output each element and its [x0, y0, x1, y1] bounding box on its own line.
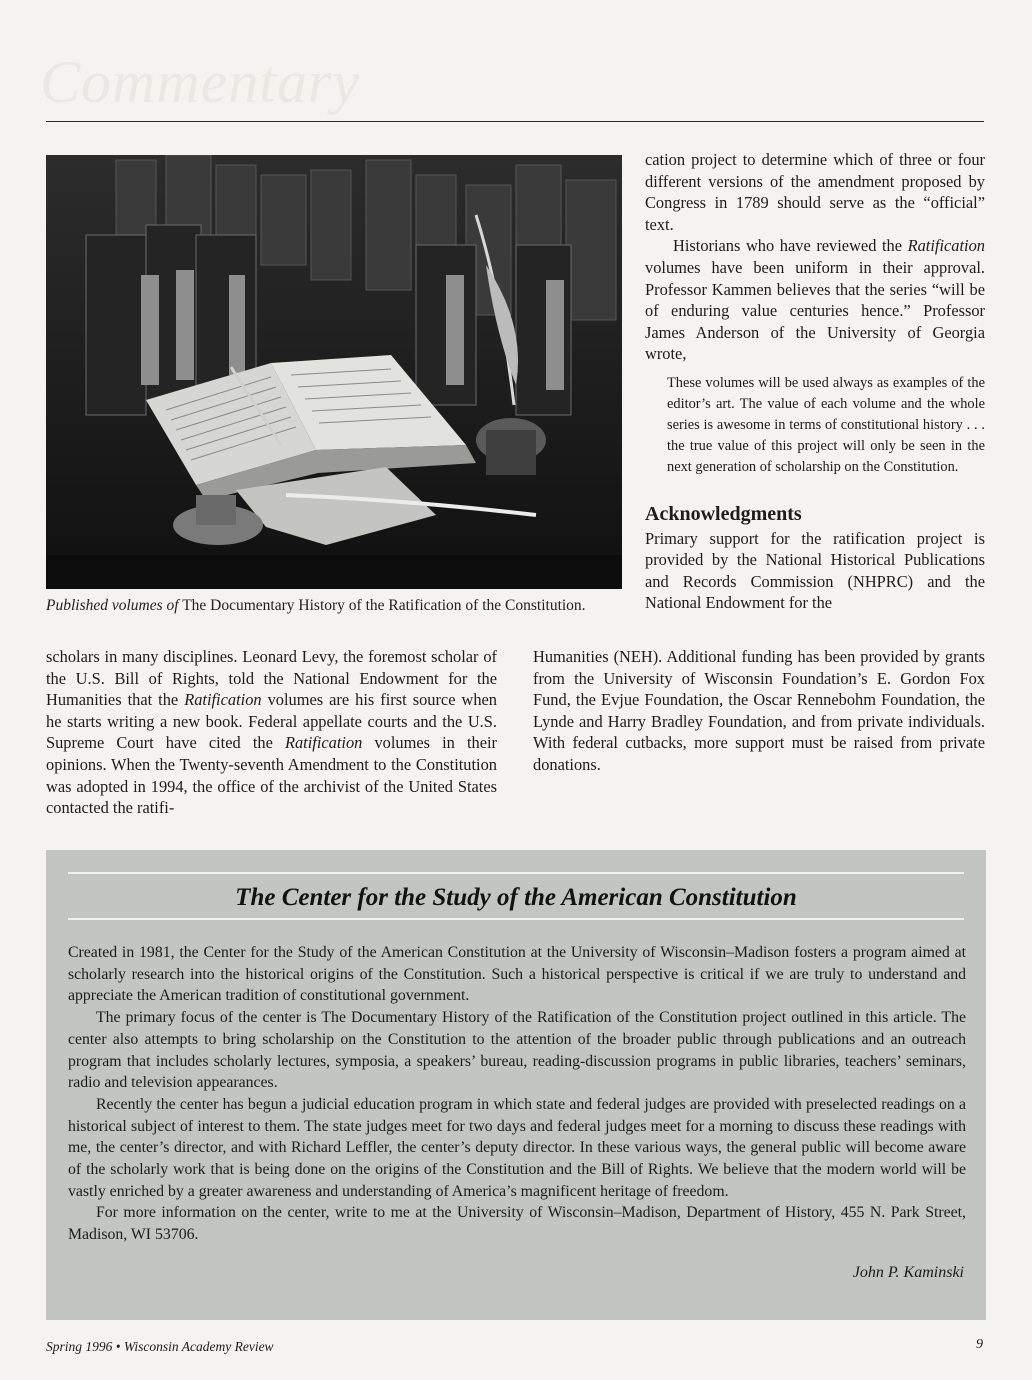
- right-p2-text-a: Historians who have reviewed the: [673, 236, 908, 256]
- sidebar-title: The Center for the Study of the American Constitution: [235, 884, 797, 911]
- section-label: Commentary: [40, 49, 360, 115]
- block-quote: These volumes will be used always as examples of the editor’s art. The value of each volume and the whole series is awesome in terms of constitutional history . . . the true value of this project will only be seen in the next generation of scholarship on the Constitution.: [667, 374, 985, 475]
- acknowledgments-heading: Acknowledgments: [645, 502, 802, 525]
- bl-text-3: volumes in their opinions. When the Twenty-seventh Amendment to the Constitution was adopted in 1994, the office of the archivist of the United States contacted the ratifi-: [46, 733, 498, 818]
- bl-text-1: scholars in many disciplines. Leonard Levy, the foremost scholar of the U.S. Bill of Rights, told the National Endowment for the Humanities that the: [46, 647, 497, 710]
- header-rule: [46, 121, 984, 122]
- right-paragraph-2: [645, 235, 985, 365]
- sidebar-title-rule: [68, 918, 964, 920]
- bl-text-2: volumes are his first source when he starts writing a new book. Federal appellate courts and the U.S. Supreme Court have cited the: [46, 690, 497, 753]
- sidebar-paragraph-4: For more information on the center, write to me at the University of Wisconsin–Madison, Department of History, 455 N. Park Street, Madison, WI 53706.: [68, 1204, 966, 1244]
- acknowledgments-paragraph: Primary support for the ratification project is provided by the National Historical Publications and Records Commission (NHPRC) and the National Endowment for the: [645, 528, 985, 613]
- bl-italic-2: Ratification: [284, 733, 363, 753]
- photo-caption: [46, 597, 646, 615]
- caption-title: The Documentary History of the Ratification of the Constitution.: [182, 597, 586, 614]
- bottom-right-paragraph: Humanities (NEH). Additional funding has been provided by grants from the University of Wisconsin Foundation’s E. Gordon Fox Fund, the Evjue Foundation, the Oscar Rennebohm Foundation, the Lynde and Harry Bradley Foundation, and from private individuals. With federal cutbacks, more support must be raised from private donations.: [533, 647, 985, 774]
- footer-issue: Spring 1996 • Wisconsin Academy Review: [46, 1339, 274, 1354]
- sidebar-body: [68, 942, 966, 1246]
- bottom-left-paragraph: [46, 646, 497, 819]
- bl-italic-1: Ratification: [184, 690, 262, 710]
- page-number: 9: [976, 1337, 983, 1352]
- sidebar-top-rule: [68, 872, 964, 874]
- sidebar-paragraph-2: The primary focus of the center is The Documentary History of the Ratification of the Constitution project outlined in this article. The center also attempts to bring scholarship on the Constitution to the attention of the broader public through publications and an outreach program that includes scholarly lectures, symposia, a speakers’ bureau, reading-discussion programs in public libraries, teachers’ seminars, radio and television appearances.: [68, 1009, 966, 1092]
- right-p2-text-b: volumes have been uniform in their approval. Professor Kammen believes that the series “will be of enduring value centuries hence.” Professor James Anderson of the University of Georgia wrote,: [645, 257, 985, 364]
- right-column: [645, 149, 985, 614]
- sidebar-paragraph-3: Recently the center has begun a judicial education program in which state and federal judges are provided with preselected readings on a historical subject of interest to them. The state judges meet for two days and federal judges meet for a morning to discuss these readings with me, the center’s director, and with Richard Leffler, the center’s deputy director. In these various ways, the general public will become aware of the scholarly work that is being done on the origins of the Constitution and the Bill of Rights. We believe that the modern world will be vastly enriched by a greater awareness and understanding of America’s magnificent heritage of freedom.: [68, 1095, 966, 1200]
- author-signature: John P. Kaminski: [852, 1264, 964, 1281]
- right-p2-italic: Ratification: [907, 236, 985, 256]
- center-sidebar-box: [46, 850, 986, 1320]
- bottom-left-column: [46, 646, 497, 819]
- book-photo: [46, 155, 622, 589]
- bottom-right-column: [533, 646, 985, 776]
- sidebar-paragraph-1: Created in 1981, the Center for the Study of the American Constitution at the University of Wisconsin–Madison fosters a program aimed at scholarly research into the historical origins of the Constitution. Such a historical perspective is critical if we are truly to understand and appreciate the American tradition of constitutional government.: [68, 944, 966, 1005]
- right-paragraph-1: cation project to determine which of three or four different versions of the amendment proposed by Congress in 1789 should serve as the “official” text.: [645, 150, 985, 234]
- book-photo-illustration: [46, 155, 622, 589]
- caption-italic: Published volumes of: [46, 597, 179, 614]
